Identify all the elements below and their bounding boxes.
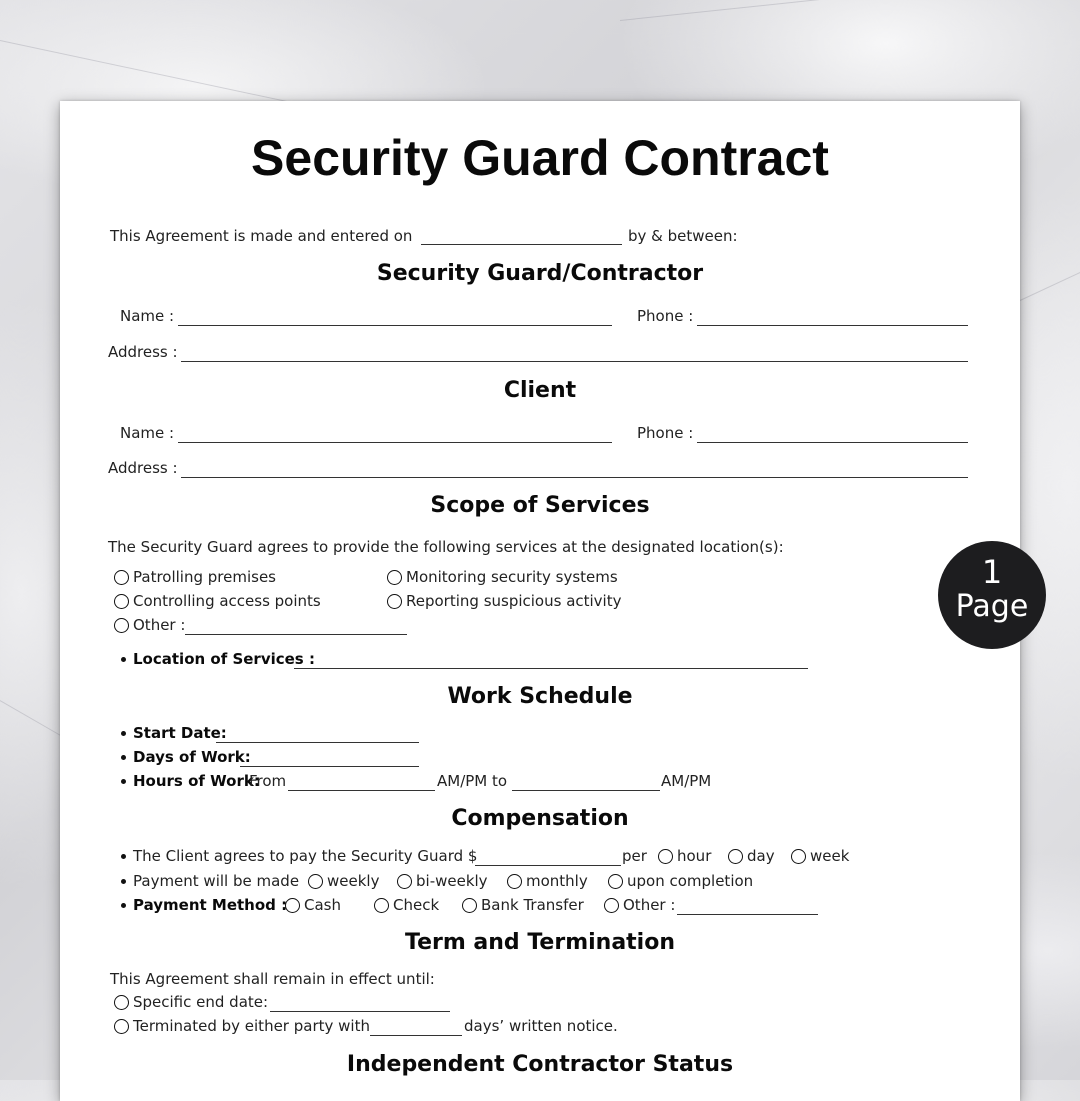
marble-vein [1020,270,1080,300]
hours-ampm-to: AM/PM to [437,772,508,790]
hours-ampm: AM/PM [661,772,712,790]
contractor-address-label: Address : [108,343,178,361]
other-method-field[interactable] [677,914,818,915]
bullet [121,854,126,859]
client-phone-field[interactable] [697,442,968,443]
client-phone-label: Phone : [637,424,694,442]
bullet [121,903,126,908]
end-date-radio[interactable] [114,995,129,1010]
monthly-radio[interactable] [507,874,522,889]
bank-transfer-radio[interactable] [462,898,477,913]
other-method-label: Other : [623,896,676,914]
page-title: Security Guard Contract [251,130,829,186]
terminated-prefix: Terminated by either party with [133,1017,370,1035]
contractor-address-field[interactable] [181,361,968,362]
hours-to-field[interactable] [512,790,660,791]
marble-vein [620,0,1078,21]
other-service-checkbox[interactable] [114,618,129,633]
bullet [121,731,126,736]
biweekly-label: bi-weekly [416,872,488,890]
monthly-label: monthly [526,872,588,890]
weekly-radio[interactable] [308,874,323,889]
per-day-label: day [747,847,775,865]
payment-made-text: Payment will be made [133,872,300,890]
page-count-number: 1 [981,553,1003,591]
notice-days-field[interactable] [370,1035,462,1036]
check-label: Check [393,896,440,914]
bullet [121,755,126,760]
term-intro: This Agreement shall remain in effect until: [110,970,435,988]
per-label: per [622,847,647,865]
start-date-label: Start Date: [133,724,227,742]
hours-from-field[interactable] [288,790,435,791]
marble-vein [0,700,61,736]
upon-completion-label: upon completion [627,872,754,890]
per-hour-radio[interactable] [658,849,673,864]
bullet [121,879,126,884]
intro-suffix: by & between: [628,227,738,245]
contract-page [60,101,1020,1101]
per-week-radio[interactable] [791,849,806,864]
biweekly-radio[interactable] [397,874,412,889]
client-name-field[interactable] [178,442,612,443]
cash-radio[interactable] [285,898,300,913]
end-date-label: Specific end date: [133,993,269,1011]
monitoring-label: Monitoring security systems [406,568,618,586]
contractor-name-label: Name : [120,307,175,325]
client-heading: Client [503,378,577,403]
hours-from-label: From [249,772,287,790]
other-service-field[interactable] [185,634,407,635]
client-address-label: Address : [108,459,178,477]
intro-text: This Agreement is made and entered on [110,227,413,245]
agreement-date-field[interactable] [421,244,622,245]
contractor-phone-label: Phone : [637,307,694,325]
client-address-field[interactable] [181,477,968,478]
independent-heading: Independent Contractor Status [346,1052,734,1077]
client-name-label: Name : [120,424,175,442]
patrolling-checkbox[interactable] [114,570,129,585]
reporting-label: Reporting suspicious activity [406,592,622,610]
per-hour-label: hour [677,847,712,865]
upon-completion-radio[interactable] [608,874,623,889]
scope-heading: Scope of Services [430,493,650,518]
compensation-heading: Compensation [451,806,629,831]
access-points-label: Controlling access points [133,592,321,610]
bank-transfer-label: Bank Transfer [481,896,584,914]
access-points-checkbox[interactable] [114,594,129,609]
bullet [121,657,126,662]
contractor-name-field[interactable] [178,325,612,326]
terminated-suffix: days’ written notice. [464,1017,618,1035]
monitoring-checkbox[interactable] [387,570,402,585]
location-field[interactable] [294,668,808,669]
page-count-label: Page [955,589,1029,624]
per-day-radio[interactable] [728,849,743,864]
cash-label: Cash [304,896,341,914]
terminated-radio[interactable] [114,1019,129,1034]
per-week-label: week [810,847,850,865]
scope-intro: The Security Guard agrees to provide the following services at the designated location(s): [108,538,784,556]
days-label: Days of Work: [133,748,251,766]
other-method-radio[interactable] [604,898,619,913]
payment-method-label: Payment Method : [133,896,288,914]
term-heading: Term and Termination [404,930,675,955]
schedule-heading: Work Schedule [447,684,633,709]
start-date-field[interactable] [216,742,419,743]
other-service-label: Other : [133,616,186,634]
location-label: Location of Services : [133,650,315,668]
days-field[interactable] [240,766,419,767]
patrolling-label: Patrolling premises [133,568,276,586]
contractor-phone-field[interactable] [697,325,968,326]
end-date-field[interactable] [270,1011,450,1012]
reporting-checkbox[interactable] [387,594,402,609]
contractor-heading: Security Guard/Contractor [376,261,704,286]
pay-text: The Client agrees to pay the Security Guard $ [133,847,478,865]
weekly-label: weekly [327,872,380,890]
pay-amount-field[interactable] [475,865,621,866]
page-count-badge [938,541,1046,649]
hours-label: Hours of Work: [133,772,260,790]
check-radio[interactable] [374,898,389,913]
bullet [121,779,126,784]
